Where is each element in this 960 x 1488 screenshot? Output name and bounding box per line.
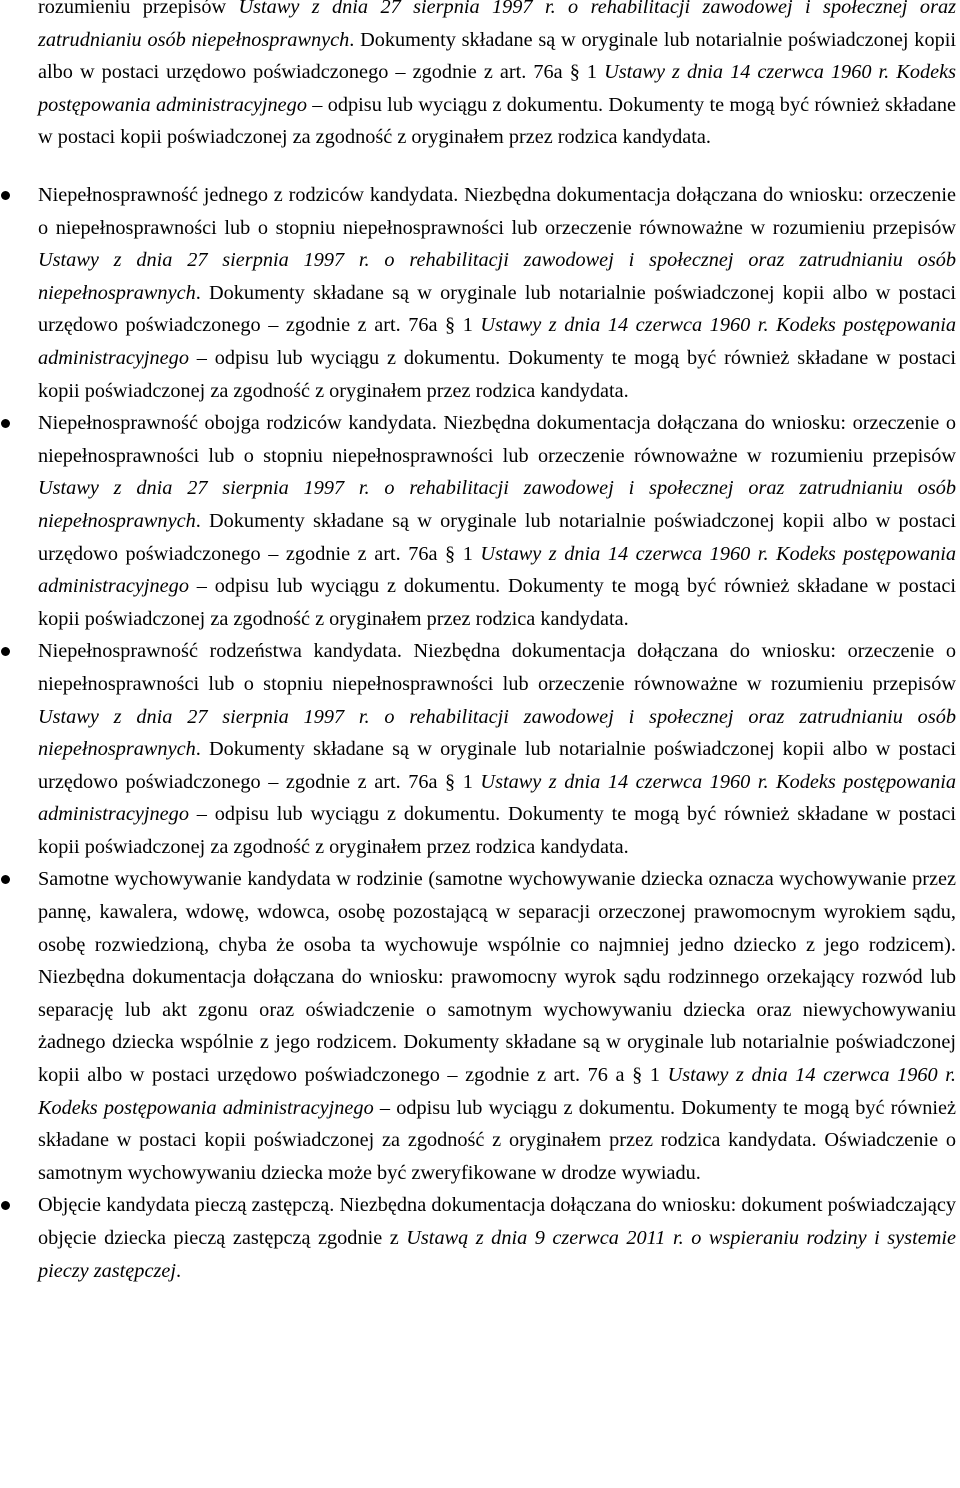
text-run: Samotne wychowywanie kandydata w rodzinie (samotne wychowywanie dziecka oznacza wychowywanie przez pannę, kawalera, wdowę, wdowca, osobę pozostającą w separacji orzeczonej prawomocnym wyrokiem sądu, osobę rozwiedzioną, chyba że osoba ta wychowuje wspólnie co najmniej jedno dziecko z jego rodzicem). Niezbędna dokumentacja dołączana do wniosku: prawomocny wyrok sądu rodzinnego orzekający rozwód lub separację lub akt zgonu oraz oświadczenie o samotnym wychowywaniu dziecka oraz niewychowywaniu żadnego dziecka wspólnie z jego rodzicem. Dokumenty składane są w oryginale lub notarialnie poświadczonej kopii albo w postaci urzędowo poświadczonego – zgodnie z art. 76 a § 1	[38, 868, 956, 1087]
bullet-icon	[1, 191, 10, 200]
text-run: Niepełnosprawność obojga rodziców kandydata. Niezbędna dokumentacja dołączana do wniosku: orzeczenie o niepełnosprawności lub o stopniu niepełnosprawności lub orzeczenie równoważne w rozumieniu przepisów	[38, 412, 956, 467]
text-run: rozumieniu przepisów	[38, 0, 239, 18]
statute-reference: Ustawy z dnia 14 czerwca 1960 r. Kodeks postępowania administracyjnego	[38, 1064, 956, 1119]
statute-reference: Ustawą z dnia 9 czerwca 2011 r. o wspieraniu rodziny i systemie pieczy zastępczej	[38, 1227, 956, 1282]
continuation-paragraph	[38, 0, 956, 154]
bullet-icon	[1, 1201, 10, 1210]
text-run: – odpisu lub wyciągu z dokumentu. Dokumenty te mogą być również składane w postaci kopii poświadczonej za zgodność z oryginałem przez rodzica kandydata. Oświadczenie o samotnym wychowywaniu dziecka może być zweryfikowane w drodze wywiadu.	[38, 1096, 957, 1184]
text-run: . Dokumenty składane są w oryginale lub notarialnie poświadczonej kopii albo w postaci urzędowo poświadczonego – zgodnie z art. 76a § 1	[38, 281, 956, 337]
text-run: . Dokumenty składane są w oryginale lub notarialnie poświadczonej kopii albo w postaci urzędowo poświadczonego – zgodnie z art. 76a § 1	[38, 509, 956, 565]
statute-reference: Ustawy z dnia 14 czerwca 1960 r. Kodeks postępowania administracyjnego	[38, 314, 956, 369]
statute-reference: Ustawy z dnia 27 sierpnia 1997 r. o rehabilitacji zawodowej i społecznej oraz zatrudnianiu osób niepełnosprawnych	[38, 705, 956, 761]
bullet-icon	[1, 875, 10, 884]
text-run: . Dokumenty składane są w oryginale lub notarialnie poświadczonej kopii albo w postaci urzędowo poświadczonego – zgodnie z art. 76a § 1	[38, 28, 957, 84]
text-run: Objęcie kandydata pieczą zastępczą. Niezbędna dokumentacja dołączana do wniosku: dokument poświadczający objęcie dziecka pieczą zastępczą zgodnie z	[38, 1194, 956, 1249]
statute-reference: Ustawy z dnia 14 czerwca 1960 r. Kodeks postępowania administracyjnego	[38, 61, 956, 116]
statute-reference: Ustawy z dnia 14 czerwca 1960 r. Kodeks postępowania administracyjnego	[38, 542, 956, 598]
statute-reference: Ustawy z dnia 14 czerwca 1960 r. Kodeks postępowania administracyjnego	[38, 770, 956, 826]
list-item-disability-siblings	[0, 635, 956, 863]
statute-reference: Ustawy z dnia 27 sierpnia 1997 r. o rehabilitacji zawodowej i społecznej oraz zatrudnianiu osób niepełnosprawnych	[38, 249, 956, 304]
text-run: .	[175, 1259, 182, 1282]
text-run: – odpisu lub wyciągu z dokumentu. Dokumenty te mogą być również składane w postaci kopii poświadczonej za zgodność z oryginałem przez rodzica kandydata.	[38, 803, 956, 858]
bullet-icon	[1, 647, 10, 656]
text-run: – odpisu lub wyciągu z dokumentu. Dokumenty te mogą być również składane w postaci kopii poświadczonej za zgodność z oryginałem przez rodzica kandydata.	[38, 93, 956, 149]
text-run: – odpisu lub wyciągu z dokumentu. Dokumenty te mogą być również składane w postaci kopii poświadczonej za zgodność z oryginałem przez rodzica kandydata.	[38, 575, 956, 630]
text-run: – odpisu lub wyciągu z dokumentu. Dokumenty te mogą być również składane w postaci kopii poświadczonej za zgodność z oryginałem przez rodzica kandydata.	[38, 346, 956, 402]
criteria-list	[0, 179, 956, 1287]
list-item-disability-one-parent	[0, 179, 956, 407]
list-item-disability-both-parents	[0, 407, 956, 635]
statute-reference: Ustawy z dnia 27 sierpnia 1997 r. o rehabilitacji zawodowej i społecznej oraz zatrudnianiu osób niepełnosprawnych	[38, 477, 956, 532]
statute-reference: Ustawy z dnia 27 sierpnia 1997 r. o rehabilitacji zawodowej i społecznej oraz zatrudnianiu osób niepełnosprawnych	[38, 0, 956, 51]
text-run: Niepełnosprawność jednego z rodziców kandydata. Niezbędna dokumentacja dołączana do wniosku: orzeczenie o niepełnosprawności lub o stopniu niepełnosprawności lub orzeczenie równoważne w rozumieniu przepisów	[38, 184, 956, 239]
list-item-foster-care	[0, 1189, 956, 1287]
bullet-icon	[1, 419, 10, 428]
text-run: . Dokumenty składane są w oryginale lub notarialnie poświadczonej kopii albo w postaci urzędowo poświadczonego – zgodnie z art. 76a § 1	[38, 738, 956, 793]
text-run: Niepełnosprawność rodzeństwa kandydata. Niezbędna dokumentacja dołączana do wniosku: orzeczenie o niepełnosprawności lub o stopniu niepełnosprawności lub orzeczenie równoważne w rozumieniu przepisów	[38, 640, 956, 695]
list-item-single-parenting	[0, 863, 956, 1189]
